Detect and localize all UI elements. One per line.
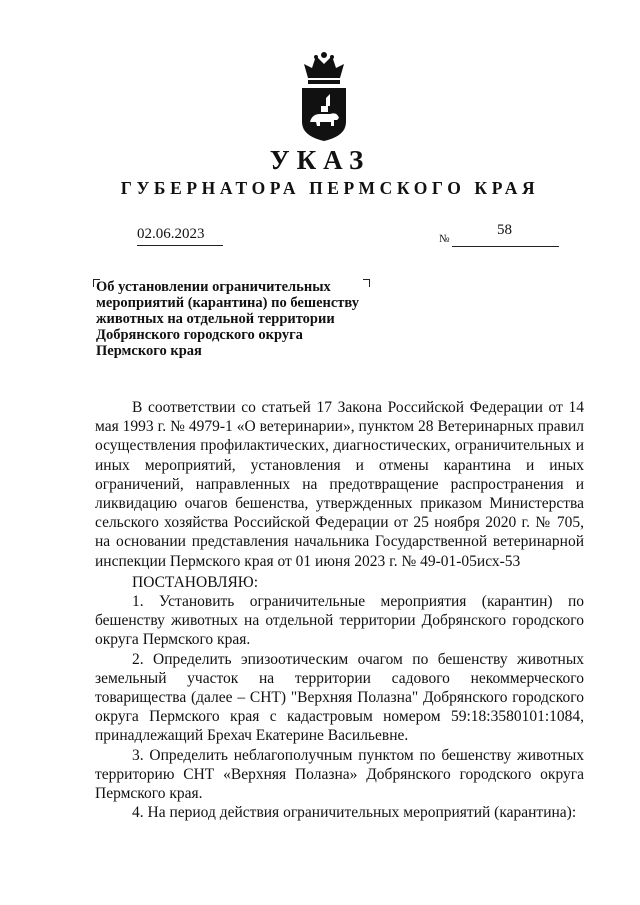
coat-of-arms-icon	[296, 50, 352, 142]
item-paragraph-1: 1. Установить ограничительные мероприятия (карантин) по бешенству животных на отдельной территории Добрянского городского округа Пермского края.	[95, 593, 584, 649]
document-heading	[96, 279, 359, 359]
document-date: 02.06.2023	[137, 226, 223, 246]
heading-line: Добрянского городского округа	[96, 327, 303, 343]
number-underline	[452, 246, 559, 247]
heading-line: мероприятий (карантина) по бешенству	[96, 295, 360, 311]
decree-word: ПОСТАНОВЛЯЮ:	[132, 573, 259, 591]
heading-line: животных на отдельной территории	[96, 311, 335, 327]
document-number: 58	[497, 222, 512, 238]
number-sign: №	[439, 233, 450, 245]
document-title: УКАЗ	[269, 145, 371, 175]
item-paragraph-4: 4. На период действия ограничительных мероприятий (карантина):	[132, 804, 577, 822]
heading-line: Об установлении ограничительных	[96, 279, 331, 295]
heading-corner-right	[363, 279, 370, 287]
item-paragraph-2: 2. Определить эпизоотическим очагом по бешенству животных земельный участок на территории садового некоммерческого товарищества (далее – СНТ) "Верхняя Полазна" Добрянского городского округа Пермского края с кадастровым номером 59:18:3580101:1084, принадлежащий Брехач Екатерине Васильевне.	[95, 650, 584, 745]
item-paragraph-3: 3. Определить неблагополучным пунктом по бешенству животных территорию СНТ «Верхняя Полазна» Добрянского городского округа Пермского края.	[95, 746, 584, 803]
document-body	[95, 398, 584, 822]
document-subtitle: ГУБЕРНАТОРА ПЕРМСКОГО КРАЯ	[120, 178, 540, 198]
heading-line: Пермского края	[96, 343, 202, 359]
preamble-paragraph: В соответствии со статьей 17 Закона Российской Федерации от 14 мая 1993 г. № 4979-1 «О ветеринарии», пунктом 28 Ветеринарных правил осуществления профилактических, диагностических, ограничительных и иных мероприятий, установления и отмены карантина и иных ограничений, направленных на предотвращение распространения и ликвидацию очагов бешенства, утвержденных приказом Министерства сельского хозяйства Российской Федерации от 25 ноября 2020 г. № 705, на основании представления начальника Государственной ветеринарной инспекции Пермского края от 01 июня 2023 г. № 49-01-05исх-53	[95, 399, 584, 570]
